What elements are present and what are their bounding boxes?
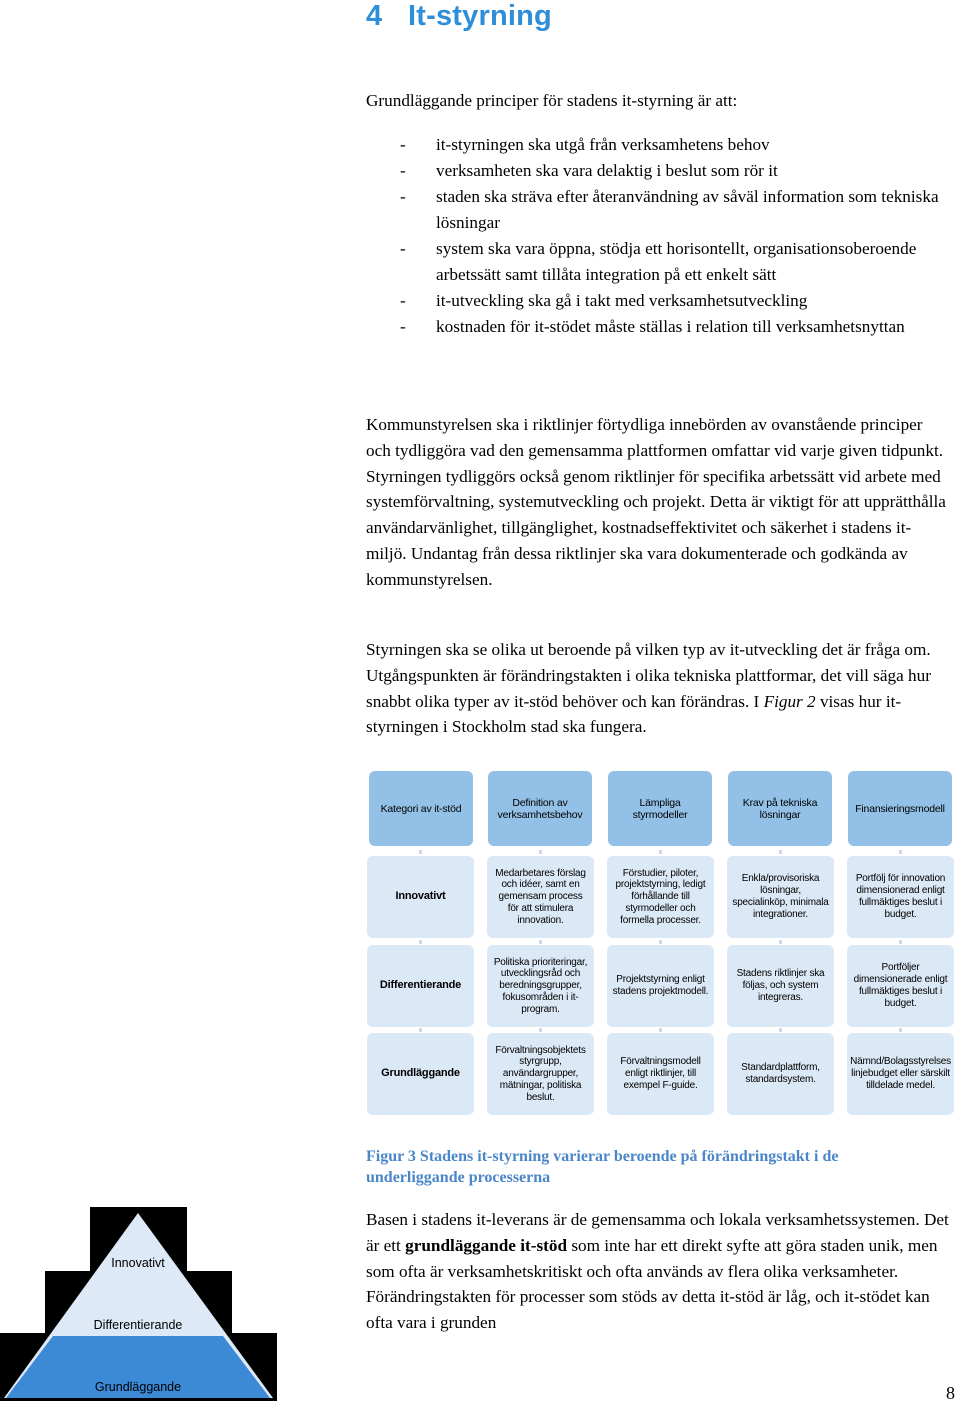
list-item: - staden ska sträva efter återanvändning av såväl information som tekniska lösningar bbox=[366, 184, 956, 236]
header-requirements: Krav på tekniska lösningar bbox=[728, 771, 832, 846]
connector bbox=[539, 1028, 542, 1032]
table-cell: Förvaltningsmodell enligt riktlinjer, till exempel F-guide. bbox=[607, 1033, 714, 1115]
principles-list bbox=[366, 132, 956, 340]
table-cell: Enkla/provisoriska lösningar, specialinköp, minimala integrationer. bbox=[727, 856, 834, 938]
row-label-grundlaggande: Grundläggande bbox=[367, 1033, 474, 1115]
row-label-differentierande: Differentierande bbox=[367, 945, 474, 1027]
connector bbox=[419, 1028, 422, 1032]
table-cell: Standardplattform, standardsystem. bbox=[727, 1033, 834, 1115]
bullet-dash: - bbox=[400, 187, 406, 206]
list-item: - system ska vara öppna, stödja ett horisontellt, organisationsoberoende arbetssätt samt tillåta integration på ett enkelt sätt bbox=[366, 236, 956, 288]
header-definition: Definition av verksamhetsbehov bbox=[488, 771, 592, 846]
table-cell: Portfölj för innovation dimensionerad enligt fullmäktiges beslut i budget. bbox=[847, 856, 954, 938]
pyramid-diagram bbox=[0, 1205, 280, 1401]
table-cell: Nämnd/Bolagsstyrelses linjebudget eller särskilt tilldelade medel. bbox=[847, 1033, 954, 1115]
connector bbox=[539, 850, 542, 854]
connector bbox=[899, 850, 902, 854]
page-number: 8 bbox=[946, 1383, 955, 1403]
connector bbox=[539, 940, 542, 944]
figure-caption: Figur 3 Stadens it-styrning varierar beroende på förändringstakt i de underliggande processerna bbox=[366, 1148, 839, 1186]
pyramid-label-middle: Differentierande bbox=[93, 1318, 183, 1332]
table-cell: Portföljer dimensionerade enligt fullmäktiges beslut i budget. bbox=[847, 945, 954, 1027]
header-models: Lämpliga styrmodeller bbox=[608, 771, 712, 846]
bullet-dash: - bbox=[400, 317, 406, 336]
pyramid-label-top: Innovativt bbox=[111, 1256, 165, 1270]
bullet-dash: - bbox=[400, 135, 406, 154]
connector bbox=[659, 850, 662, 854]
row-label-innovativt: Innovativt bbox=[367, 856, 474, 938]
list-item: - verksamheten ska vara delaktig i beslut som rör it bbox=[366, 158, 956, 184]
connector bbox=[779, 940, 782, 944]
connector bbox=[899, 1028, 902, 1032]
table-cell: Förvaltningsobjektets styrgrupp, användargrupper, mätningar, politiska beslut. bbox=[487, 1033, 594, 1115]
paragraph-steering: Styrningen ska se olika ut beroende på vilken typ av it-utveckling det är fråga om. Utgångspunkten är förändringstakten i olika tekniska plattformar, det vill säga hur snabbt olika typer av it-stöd behöver och kan förändras. I Figur 2 visas hur it-styrningen i Stockholm stad ska fungera. bbox=[366, 640, 931, 737]
paragraph-basis: Basen i stadens it-leverans är de gemensamma och lokala verksamhetssystemen. Det är ett grundläggande it-stöd som inte har ett direkt syfte att göra staden unik, men som ofta är verksamhetskritiskt och ofta används av flera olika verksamheter. Förändringstakten för processer som stöds av detta it-stöd är låg, och it-stödet kan ofta vara i grunden bbox=[366, 1210, 949, 1333]
figure-reference: Figur 2 bbox=[763, 691, 816, 711]
connector bbox=[779, 850, 782, 854]
connector bbox=[419, 850, 422, 854]
intro-text: Grundläggande principer för stadens it-styrning är att: bbox=[366, 91, 738, 110]
bullet-dash: - bbox=[400, 239, 406, 258]
connector bbox=[659, 1028, 662, 1032]
bold-term: grundläggande it-stöd bbox=[405, 1235, 568, 1255]
connector bbox=[779, 1028, 782, 1032]
table-cell: Förstudier, piloter, projektstyrning, ledigt förhållande till styrmodeller och formella processer. bbox=[607, 856, 714, 938]
section-title: It-styrning bbox=[408, 0, 552, 32]
list-item: - it-styrningen ska utgå från verksamhetens behov bbox=[366, 132, 956, 158]
list-item: - kostnaden för it-stödet måste ställas i relation till verksamhetsnyttan bbox=[366, 314, 956, 340]
connector bbox=[419, 940, 422, 944]
header-financing: Finansieringsmodell bbox=[848, 771, 952, 846]
table-cell: Projektstyrning enligt stadens projektmodell. bbox=[607, 945, 714, 1027]
header-category: Kategori av it-stöd bbox=[369, 771, 473, 846]
section-number: 4 bbox=[366, 0, 383, 32]
table-cell: Stadens riktlinjer ska följas, och system integreras. bbox=[727, 945, 834, 1027]
connector bbox=[659, 940, 662, 944]
connector bbox=[899, 940, 902, 944]
section-heading bbox=[366, 0, 552, 33]
pyramid-label-bottom: Grundläggande bbox=[94, 1380, 182, 1394]
list-item: - it-utveckling ska gå i takt med verksamhetsutveckling bbox=[366, 288, 956, 314]
bullet-dash: - bbox=[400, 291, 406, 310]
table-cell: Politiska prioriteringar, utvecklingsråd och beredningsgrupper, fokusområden i it-program. bbox=[487, 945, 594, 1027]
paragraph-guidelines: Kommunstyrelsen ska i riktlinjer förtydliga innebörden av ovanstående principer och tydliggöra vad den gemensamma plattformen omfattar vid varje given tidpunkt. Styrningen tydliggörs också genom riktlinjer för specifika arbetssätt vid arbete med systemförvaltning, systemutveckling och projekt. Detta är viktigt för att upprätthålla användarvänlighet, tillgänglighet, kostnadseffektivitet och säkerhet i stadens it-miljö. Undantag från dessa riktlinjer ska vara dokumenterade och godkända av kommunstyrelsen. bbox=[366, 415, 946, 589]
table-cell: Medarbetares förslag och idéer, samt en gemensam process för att stimulera innovation. bbox=[487, 856, 594, 938]
bullet-dash: - bbox=[400, 161, 406, 180]
